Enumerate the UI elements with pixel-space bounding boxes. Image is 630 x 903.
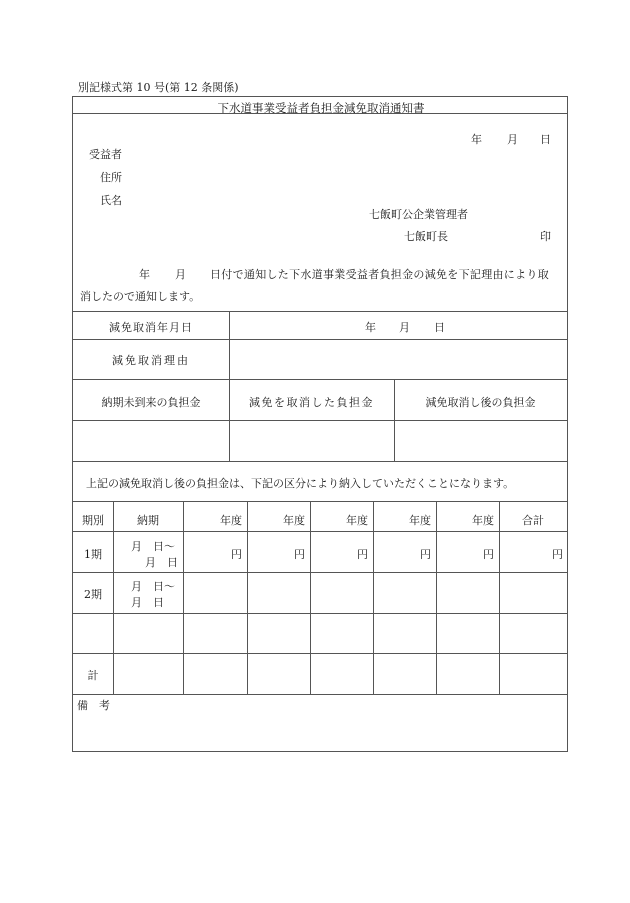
form-title: 下水道事業受益者負担金減免取消通知書 [217, 101, 425, 115]
header-fiscal-year: 年度 [283, 514, 305, 527]
post-cancel-burden-header: 減免取消し後の負担金 [425, 396, 536, 409]
issuer-mayor: 七飯町長 [404, 230, 448, 243]
header-fiscal-year: 年度 [472, 514, 494, 527]
notice-form [72, 96, 568, 752]
notice-year: 年 [139, 268, 150, 281]
seal-mark: 印 [540, 230, 551, 243]
period-2-due-end: 月 日 [131, 596, 164, 609]
notice-line2: 消したので通知します。 [80, 290, 201, 303]
name-label: 氏名 [100, 194, 122, 207]
yen-unit: 円 [357, 548, 368, 561]
notice-line1: 日付で通知した下水道事業受益者負担金の減免を下記理由により取 [210, 268, 549, 281]
address-label: 住所 [100, 171, 122, 184]
period-2-label: 2期 [84, 588, 102, 601]
period-2-due-start: 月 日～ [131, 580, 175, 593]
header-period: 期別 [82, 514, 104, 527]
cancel-date-day: 日 [434, 321, 445, 334]
header-total: 合計 [522, 514, 544, 527]
issuer-title: 七飯町公企業管理者 [369, 208, 468, 221]
yen-unit: 円 [231, 548, 242, 561]
cancel-date-month: 月 [399, 321, 410, 334]
total-row-label: 計 [87, 669, 99, 682]
form-reference: 別記様式第 10 号(第 12 条関係) [78, 81, 239, 94]
period-1-label: 1期 [84, 548, 102, 561]
recipient-label: 受益者 [89, 148, 122, 161]
header-fiscal-year: 年度 [409, 514, 431, 527]
header-due: 納期 [137, 514, 159, 527]
period-1-due-start: 月 日～ [131, 540, 175, 553]
payment-note: 上記の減免取消し後の負担金は、下記の区分により納入していただくことになります。 [86, 477, 515, 490]
remarks-label: 備 考 [77, 699, 110, 712]
cancel-date-label: 減免取消年月日 [109, 321, 193, 334]
yen-unit: 円 [483, 548, 494, 561]
unpaid-burden-header: 納期未到来の負担金 [101, 396, 201, 409]
date-month: 月 [507, 133, 518, 146]
cancelled-burden-header: 減免を取消した負担金 [249, 396, 374, 409]
yen-unit: 円 [294, 548, 305, 561]
period-1-due-end: 月 日 [145, 556, 178, 569]
yen-unit: 円 [420, 548, 431, 561]
cancel-reason-label: 減免取消理由 [112, 354, 190, 367]
notice-month: 月 [175, 268, 186, 281]
yen-unit: 円 [552, 548, 563, 561]
cancel-date-year: 年 [365, 321, 376, 334]
header-fiscal-year: 年度 [346, 514, 368, 527]
header-fiscal-year: 年度 [220, 514, 242, 527]
date-day: 日 [540, 133, 551, 146]
date-year: 年 [471, 133, 482, 146]
